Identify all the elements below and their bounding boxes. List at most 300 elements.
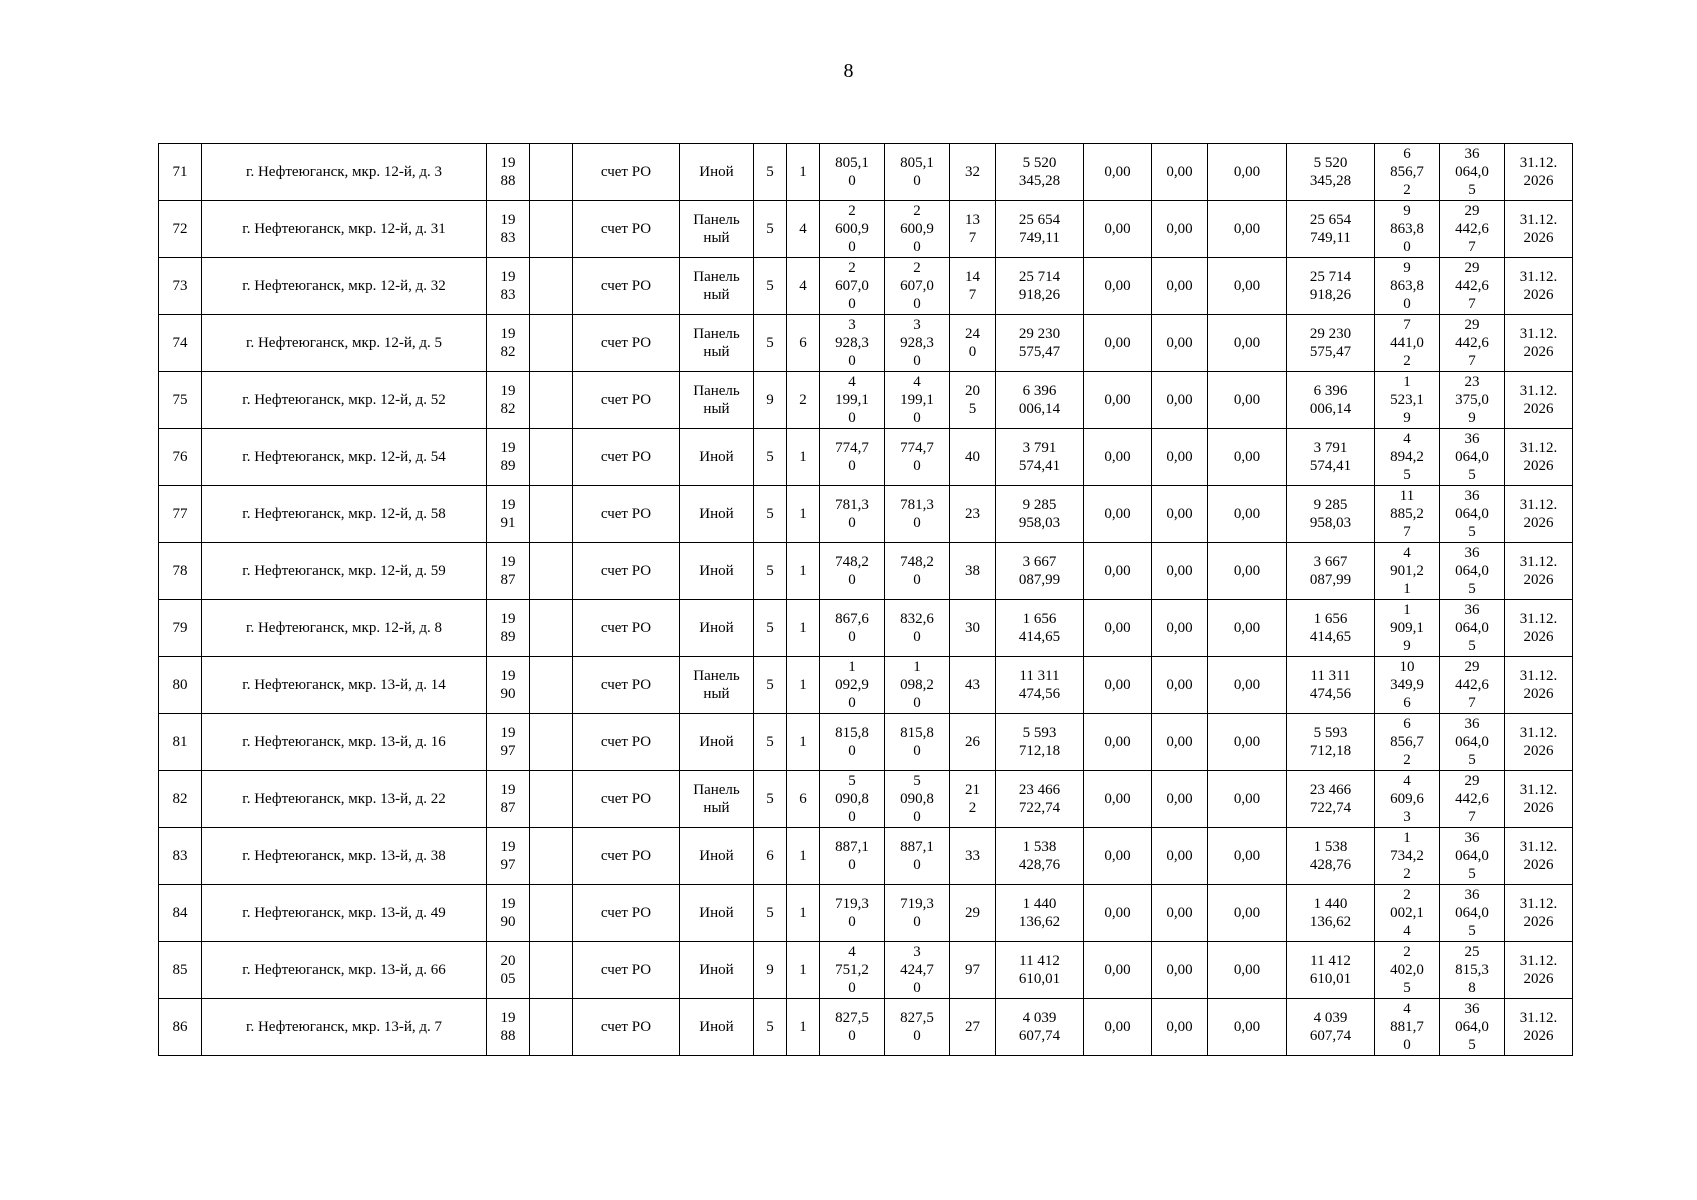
cell-entrances: 6: [787, 771, 820, 828]
cell-entrances: 4: [787, 201, 820, 258]
cell-address: г. Нефтеюганск, мкр. 12-й, д. 32: [202, 258, 487, 315]
cell-floors: 5: [754, 999, 787, 1056]
table-row: [159, 201, 1573, 258]
cell-residents: 40: [950, 429, 996, 486]
cell-wall: Панель ный: [680, 258, 754, 315]
cell-wall: Панель ный: [680, 372, 754, 429]
cell-year: 19 89: [487, 429, 530, 486]
cell-year: 19 82: [487, 315, 530, 372]
cell-unit-cost: 6 856,7 2: [1375, 714, 1440, 771]
cell-area-total: 4 199,1 0: [820, 372, 885, 429]
cell-address: г. Нефтеюганск, мкр. 12-й, д. 5: [202, 315, 487, 372]
cell-num: 72: [159, 201, 202, 258]
cell-total: 25 654 749,11: [1287, 201, 1375, 258]
cell-total: 1 656 414,65: [1287, 600, 1375, 657]
cell-account: счет РО: [573, 315, 680, 372]
table-row: [159, 315, 1573, 372]
cell-date: 31.12. 2026: [1505, 144, 1573, 201]
cell-col4: [530, 714, 573, 771]
cell-residents: 43: [950, 657, 996, 714]
cell-fund1: 0,00: [1084, 258, 1152, 315]
cell-address: г. Нефтеюганск, мкр. 13-й, д. 66: [202, 942, 487, 999]
cell-num: 78: [159, 543, 202, 600]
cell-address: г. Нефтеюганск, мкр. 12-й, д. 31: [202, 201, 487, 258]
cell-address: г. Нефтеюганск, мкр. 12-й, д. 52: [202, 372, 487, 429]
cell-address: г. Нефтеюганск, мкр. 13-й, д. 14: [202, 657, 487, 714]
cell-area-total: 2 600,9 0: [820, 201, 885, 258]
cell-date: 31.12. 2026: [1505, 315, 1573, 372]
cell-address: г. Нефтеюганск, мкр. 13-й, д. 7: [202, 999, 487, 1056]
cell-unit-limit: 29 442,6 7: [1440, 201, 1505, 258]
cell-wall: Иной: [680, 714, 754, 771]
cell-year: 19 91: [487, 486, 530, 543]
cell-total: 5 520 345,28: [1287, 144, 1375, 201]
cell-area-living: 887,1 0: [885, 828, 950, 885]
cell-area-total: 2 607,0 0: [820, 258, 885, 315]
cell-fund1: 0,00: [1084, 885, 1152, 942]
cell-entrances: 1: [787, 429, 820, 486]
cell-unit-limit: 36 064,0 5: [1440, 885, 1505, 942]
cell-fund3: 0,00: [1208, 486, 1287, 543]
cell-year: 20 05: [487, 942, 530, 999]
cell-area-living: 3 424,7 0: [885, 942, 950, 999]
cell-cost: 11 311 474,56: [996, 657, 1084, 714]
cell-unit-limit: 36 064,0 5: [1440, 999, 1505, 1056]
table-row: [159, 258, 1573, 315]
table-row: [159, 486, 1573, 543]
table-row: [159, 999, 1573, 1056]
cell-num: 75: [159, 372, 202, 429]
cell-floors: 9: [754, 372, 787, 429]
cell-total: 4 039 607,74: [1287, 999, 1375, 1056]
cell-address: г. Нефтеюганск, мкр. 12-й, д. 3: [202, 144, 487, 201]
cell-date: 31.12. 2026: [1505, 885, 1573, 942]
cell-date: 31.12. 2026: [1505, 771, 1573, 828]
cell-fund2: 0,00: [1152, 600, 1208, 657]
cell-unit-cost: 2 002,1 4: [1375, 885, 1440, 942]
cell-floors: 6: [754, 828, 787, 885]
cell-fund3: 0,00: [1208, 543, 1287, 600]
cell-fund3: 0,00: [1208, 714, 1287, 771]
cell-fund3: 0,00: [1208, 828, 1287, 885]
cell-col4: [530, 201, 573, 258]
cell-cost: 3 791 574,41: [996, 429, 1084, 486]
cell-fund2: 0,00: [1152, 315, 1208, 372]
cell-area-total: 827,5 0: [820, 999, 885, 1056]
cell-fund1: 0,00: [1084, 429, 1152, 486]
cell-floors: 5: [754, 714, 787, 771]
cell-wall: Иной: [680, 543, 754, 600]
cell-entrances: 1: [787, 144, 820, 201]
cell-wall: Панель ный: [680, 771, 754, 828]
cell-date: 31.12. 2026: [1505, 828, 1573, 885]
cell-account: счет РО: [573, 828, 680, 885]
cell-wall: Иной: [680, 999, 754, 1056]
cell-wall: Иной: [680, 600, 754, 657]
table-row: [159, 885, 1573, 942]
cell-unit-cost: 9 863,8 0: [1375, 201, 1440, 258]
cell-fund1: 0,00: [1084, 600, 1152, 657]
cell-fund2: 0,00: [1152, 885, 1208, 942]
cell-fund1: 0,00: [1084, 543, 1152, 600]
cell-fund2: 0,00: [1152, 144, 1208, 201]
cell-fund2: 0,00: [1152, 999, 1208, 1056]
cell-area-living: 781,3 0: [885, 486, 950, 543]
cell-account: счет РО: [573, 201, 680, 258]
cell-unit-limit: 36 064,0 5: [1440, 429, 1505, 486]
cell-total: 1 440 136,62: [1287, 885, 1375, 942]
cell-area-living: 774,7 0: [885, 429, 950, 486]
cell-date: 31.12. 2026: [1505, 714, 1573, 771]
cell-wall: Панель ный: [680, 201, 754, 258]
cell-floors: 5: [754, 657, 787, 714]
cell-area-living: 827,5 0: [885, 999, 950, 1056]
cell-num: 79: [159, 600, 202, 657]
cell-total: 29 230 575,47: [1287, 315, 1375, 372]
cell-total: 5 593 712,18: [1287, 714, 1375, 771]
cell-floors: 5: [754, 543, 787, 600]
cell-col4: [530, 258, 573, 315]
cell-cost: 1 656 414,65: [996, 600, 1084, 657]
cell-cost: 29 230 575,47: [996, 315, 1084, 372]
cell-date: 31.12. 2026: [1505, 486, 1573, 543]
cell-year: 19 83: [487, 201, 530, 258]
cell-fund3: 0,00: [1208, 771, 1287, 828]
table-row: [159, 429, 1573, 486]
cell-area-total: 781,3 0: [820, 486, 885, 543]
cell-num: 80: [159, 657, 202, 714]
cell-entrances: 1: [787, 714, 820, 771]
cell-total: 3 667 087,99: [1287, 543, 1375, 600]
cell-floors: 5: [754, 486, 787, 543]
cell-col4: [530, 600, 573, 657]
cell-account: счет РО: [573, 144, 680, 201]
cell-date: 31.12. 2026: [1505, 999, 1573, 1056]
cell-floors: 5: [754, 600, 787, 657]
cell-year: 19 82: [487, 372, 530, 429]
cell-address: г. Нефтеюганск, мкр. 12-й, д. 59: [202, 543, 487, 600]
cell-fund3: 0,00: [1208, 258, 1287, 315]
cell-cost: 1 538 428,76: [996, 828, 1084, 885]
cell-year: 19 90: [487, 885, 530, 942]
cell-unit-cost: 1 909,1 9: [1375, 600, 1440, 657]
cell-unit-cost: 4 894,2 5: [1375, 429, 1440, 486]
cell-col4: [530, 828, 573, 885]
cell-wall: Иной: [680, 942, 754, 999]
cell-area-total: 887,1 0: [820, 828, 885, 885]
cell-address: г. Нефтеюганск, мкр. 13-й, д. 38: [202, 828, 487, 885]
table-row: [159, 942, 1573, 999]
cell-unit-limit: 29 442,6 7: [1440, 771, 1505, 828]
cell-cost: 1 440 136,62: [996, 885, 1084, 942]
cell-unit-cost: 11 885,2 7: [1375, 486, 1440, 543]
cell-fund1: 0,00: [1084, 771, 1152, 828]
cell-residents: 29: [950, 885, 996, 942]
cell-entrances: 1: [787, 486, 820, 543]
cell-year: 19 88: [487, 999, 530, 1056]
cell-unit-limit: 36 064,0 5: [1440, 543, 1505, 600]
cell-fund3: 0,00: [1208, 885, 1287, 942]
cell-fund3: 0,00: [1208, 429, 1287, 486]
cell-residents: 38: [950, 543, 996, 600]
cell-fund1: 0,00: [1084, 942, 1152, 999]
cell-num: 85: [159, 942, 202, 999]
cell-residents: 97: [950, 942, 996, 999]
cell-year: 19 87: [487, 543, 530, 600]
cell-total: 11 412 610,01: [1287, 942, 1375, 999]
cell-unit-limit: 36 064,0 5: [1440, 486, 1505, 543]
cell-fund3: 0,00: [1208, 657, 1287, 714]
cell-num: 86: [159, 999, 202, 1056]
cell-address: г. Нефтеюганск, мкр. 12-й, д. 8: [202, 600, 487, 657]
cell-fund2: 0,00: [1152, 771, 1208, 828]
cell-fund2: 0,00: [1152, 714, 1208, 771]
cell-account: счет РО: [573, 714, 680, 771]
table-row: [159, 543, 1573, 600]
cell-year: 19 97: [487, 714, 530, 771]
cell-account: счет РО: [573, 429, 680, 486]
cell-num: 82: [159, 771, 202, 828]
cell-num: 77: [159, 486, 202, 543]
cell-wall: Панель ный: [680, 657, 754, 714]
cell-unit-cost: 9 863,8 0: [1375, 258, 1440, 315]
table-row: [159, 771, 1573, 828]
cell-cost: 9 285 958,03: [996, 486, 1084, 543]
cell-fund2: 0,00: [1152, 828, 1208, 885]
cell-fund3: 0,00: [1208, 999, 1287, 1056]
cell-wall: Иной: [680, 885, 754, 942]
cell-floors: 5: [754, 258, 787, 315]
cell-fund2: 0,00: [1152, 201, 1208, 258]
cell-num: 84: [159, 885, 202, 942]
cell-area-living: 2 600,9 0: [885, 201, 950, 258]
cell-year: 19 88: [487, 144, 530, 201]
cell-fund2: 0,00: [1152, 942, 1208, 999]
cell-col4: [530, 999, 573, 1056]
cell-floors: 9: [754, 942, 787, 999]
cell-cost: 11 412 610,01: [996, 942, 1084, 999]
cell-entrances: 1: [787, 600, 820, 657]
cell-fund2: 0,00: [1152, 429, 1208, 486]
cell-cost: 5 593 712,18: [996, 714, 1084, 771]
cell-residents: 14 7: [950, 258, 996, 315]
cell-fund1: 0,00: [1084, 372, 1152, 429]
cell-fund1: 0,00: [1084, 828, 1152, 885]
cell-unit-cost: 1 734,2 2: [1375, 828, 1440, 885]
cell-cost: 5 520 345,28: [996, 144, 1084, 201]
cell-unit-limit: 36 064,0 5: [1440, 600, 1505, 657]
cell-account: счет РО: [573, 258, 680, 315]
cell-account: счет РО: [573, 372, 680, 429]
cell-area-living: 805,1 0: [885, 144, 950, 201]
cell-cost: 25 714 918,26: [996, 258, 1084, 315]
table-row: [159, 372, 1573, 429]
housing-repair-table: [158, 143, 1573, 1056]
cell-account: счет РО: [573, 771, 680, 828]
cell-date: 31.12. 2026: [1505, 600, 1573, 657]
cell-fund3: 0,00: [1208, 201, 1287, 258]
cell-fund1: 0,00: [1084, 486, 1152, 543]
cell-area-total: 4 751,2 0: [820, 942, 885, 999]
cell-entrances: 2: [787, 372, 820, 429]
cell-area-total: 5 090,8 0: [820, 771, 885, 828]
cell-account: счет РО: [573, 885, 680, 942]
cell-col4: [530, 429, 573, 486]
cell-floors: 5: [754, 315, 787, 372]
cell-residents: 23: [950, 486, 996, 543]
cell-unit-limit: 36 064,0 5: [1440, 714, 1505, 771]
cell-floors: 5: [754, 771, 787, 828]
cell-num: 71: [159, 144, 202, 201]
cell-fund2: 0,00: [1152, 543, 1208, 600]
cell-residents: 32: [950, 144, 996, 201]
cell-residents: 24 0: [950, 315, 996, 372]
cell-account: счет РО: [573, 657, 680, 714]
cell-residents: 33: [950, 828, 996, 885]
cell-area-living: 815,8 0: [885, 714, 950, 771]
cell-fund1: 0,00: [1084, 315, 1152, 372]
cell-date: 31.12. 2026: [1505, 372, 1573, 429]
cell-total: 9 285 958,03: [1287, 486, 1375, 543]
cell-unit-cost: 4 901,2 1: [1375, 543, 1440, 600]
cell-area-living: 832,6 0: [885, 600, 950, 657]
table-row: [159, 600, 1573, 657]
cell-unit-limit: 36 064,0 5: [1440, 144, 1505, 201]
cell-area-total: 3 928,3 0: [820, 315, 885, 372]
cell-cost: 23 466 722,74: [996, 771, 1084, 828]
cell-area-total: 719,3 0: [820, 885, 885, 942]
cell-date: 31.12. 2026: [1505, 543, 1573, 600]
cell-account: счет РО: [573, 486, 680, 543]
cell-account: счет РО: [573, 543, 680, 600]
cell-entrances: 1: [787, 885, 820, 942]
cell-num: 83: [159, 828, 202, 885]
cell-account: счет РО: [573, 999, 680, 1056]
cell-date: 31.12. 2026: [1505, 942, 1573, 999]
cell-cost: 25 654 749,11: [996, 201, 1084, 258]
cell-date: 31.12. 2026: [1505, 258, 1573, 315]
cell-area-total: 748,2 0: [820, 543, 885, 600]
cell-unit-cost: 4 609,6 3: [1375, 771, 1440, 828]
cell-wall: Панель ный: [680, 315, 754, 372]
cell-fund1: 0,00: [1084, 201, 1152, 258]
cell-col4: [530, 372, 573, 429]
cell-unit-cost: 6 856,7 2: [1375, 144, 1440, 201]
cell-residents: 13 7: [950, 201, 996, 258]
cell-col4: [530, 942, 573, 999]
table-row: [159, 657, 1573, 714]
cell-entrances: 1: [787, 543, 820, 600]
cell-floors: 5: [754, 144, 787, 201]
cell-residents: 30: [950, 600, 996, 657]
cell-entrances: 1: [787, 942, 820, 999]
cell-unit-limit: 36 064,0 5: [1440, 828, 1505, 885]
cell-area-total: 805,1 0: [820, 144, 885, 201]
cell-total: 3 791 574,41: [1287, 429, 1375, 486]
cell-area-living: 748,2 0: [885, 543, 950, 600]
table-body: [159, 144, 1573, 1056]
cell-unit-limit: 29 442,6 7: [1440, 315, 1505, 372]
cell-area-living: 5 090,8 0: [885, 771, 950, 828]
cell-fund2: 0,00: [1152, 258, 1208, 315]
cell-year: 19 89: [487, 600, 530, 657]
cell-total: 6 396 006,14: [1287, 372, 1375, 429]
cell-col4: [530, 771, 573, 828]
cell-num: 74: [159, 315, 202, 372]
cell-floors: 5: [754, 201, 787, 258]
cell-area-living: 3 928,3 0: [885, 315, 950, 372]
cell-year: 19 90: [487, 657, 530, 714]
cell-col4: [530, 657, 573, 714]
cell-area-total: 815,8 0: [820, 714, 885, 771]
cell-residents: 21 2: [950, 771, 996, 828]
cell-num: 73: [159, 258, 202, 315]
cell-date: 31.12. 2026: [1505, 657, 1573, 714]
page-number: 8: [843, 60, 854, 82]
cell-col4: [530, 543, 573, 600]
cell-entrances: 4: [787, 258, 820, 315]
cell-year: 19 97: [487, 828, 530, 885]
cell-unit-cost: 4 881,7 0: [1375, 999, 1440, 1056]
cell-fund1: 0,00: [1084, 144, 1152, 201]
cell-unit-cost: 2 402,0 5: [1375, 942, 1440, 999]
cell-fund1: 0,00: [1084, 714, 1152, 771]
cell-wall: Иной: [680, 429, 754, 486]
cell-fund2: 0,00: [1152, 657, 1208, 714]
table-row: [159, 828, 1573, 885]
cell-total: 1 538 428,76: [1287, 828, 1375, 885]
cell-cost: 3 667 087,99: [996, 543, 1084, 600]
cell-num: 81: [159, 714, 202, 771]
cell-entrances: 1: [787, 657, 820, 714]
cell-area-living: 4 199,1 0: [885, 372, 950, 429]
cell-fund3: 0,00: [1208, 144, 1287, 201]
cell-residents: 20 5: [950, 372, 996, 429]
cell-unit-limit: 23 375,0 9: [1440, 372, 1505, 429]
cell-unit-cost: 1 523,1 9: [1375, 372, 1440, 429]
cell-area-total: 774,7 0: [820, 429, 885, 486]
cell-area-total: 1 092,9 0: [820, 657, 885, 714]
cell-area-living: 719,3 0: [885, 885, 950, 942]
cell-date: 31.12. 2026: [1505, 429, 1573, 486]
cell-wall: Иной: [680, 486, 754, 543]
cell-total: 23 466 722,74: [1287, 771, 1375, 828]
cell-wall: Иной: [680, 144, 754, 201]
cell-residents: 27: [950, 999, 996, 1056]
cell-fund3: 0,00: [1208, 372, 1287, 429]
cell-entrances: 6: [787, 315, 820, 372]
cell-entrances: 1: [787, 828, 820, 885]
cell-col4: [530, 486, 573, 543]
cell-col4: [530, 144, 573, 201]
table-row: [159, 144, 1573, 201]
cell-num: 76: [159, 429, 202, 486]
cell-unit-cost: 7 441,0 2: [1375, 315, 1440, 372]
cell-floors: 5: [754, 429, 787, 486]
cell-unit-cost: 10 349,9 6: [1375, 657, 1440, 714]
cell-total: 25 714 918,26: [1287, 258, 1375, 315]
cell-area-living: 2 607,0 0: [885, 258, 950, 315]
cell-address: г. Нефтеюганск, мкр. 12-й, д. 58: [202, 486, 487, 543]
cell-address: г. Нефтеюганск, мкр. 13-й, д. 49: [202, 885, 487, 942]
cell-col4: [530, 315, 573, 372]
cell-total: 11 311 474,56: [1287, 657, 1375, 714]
cell-cost: 4 039 607,74: [996, 999, 1084, 1056]
cell-entrances: 1: [787, 999, 820, 1056]
cell-residents: 26: [950, 714, 996, 771]
cell-unit-limit: 25 815,3 8: [1440, 942, 1505, 999]
cell-wall: Иной: [680, 828, 754, 885]
